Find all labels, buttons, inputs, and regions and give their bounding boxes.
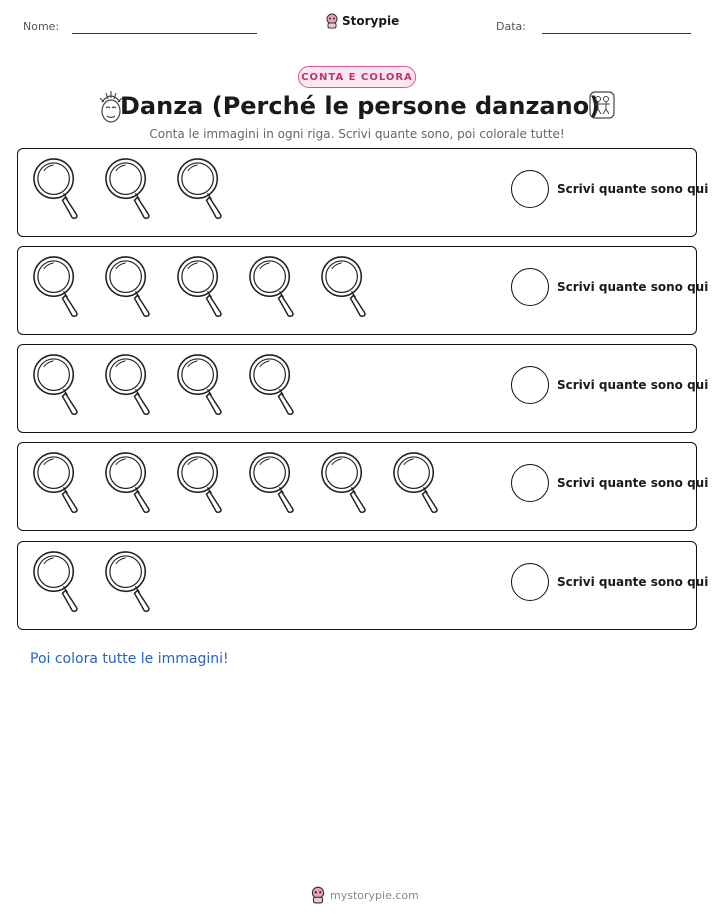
- magnifying-glass-icon: [390, 451, 453, 514]
- magnifying-glass-icon: [174, 255, 237, 318]
- answer-circle[interactable]: [511, 366, 549, 404]
- answer-circle[interactable]: [511, 268, 549, 306]
- magnifying-glass-icon: [30, 353, 93, 416]
- date-line[interactable]: [542, 33, 691, 34]
- answer-circle[interactable]: [511, 464, 549, 502]
- answer-prompt: Scrivi quante sono qui: [557, 575, 709, 589]
- magnifying-glass-icon: [102, 451, 165, 514]
- count-row-3: [17, 344, 709, 433]
- answer-prompt: Scrivi quante sono qui: [557, 378, 709, 392]
- answer-prompt: Scrivi quante sono qui: [557, 280, 709, 294]
- magnifying-glass-icon: [246, 353, 309, 416]
- answer-circle[interactable]: [511, 170, 549, 208]
- answer-area: [511, 268, 708, 306]
- answer-area: [511, 464, 708, 502]
- name-line[interactable]: [72, 33, 257, 34]
- storypie-mascot-icon: [325, 13, 339, 29]
- dancers-icon: [588, 90, 616, 120]
- magnifying-glass-icon: [30, 550, 93, 613]
- name-label: Nome:: [23, 20, 60, 33]
- date-label: Data:: [496, 20, 526, 33]
- glass-group: [30, 255, 381, 318]
- glass-group: [30, 550, 165, 613]
- count-row-1: [17, 148, 709, 237]
- footer: [310, 886, 419, 904]
- glass-group: [30, 451, 453, 514]
- count-row-2: [17, 246, 709, 335]
- magnifying-glass-icon: [102, 255, 165, 318]
- magnifying-glass-icon: [318, 255, 381, 318]
- glass-group: [30, 157, 237, 220]
- magnifying-glass-icon: [174, 353, 237, 416]
- magnifying-glass-icon: [246, 451, 309, 514]
- magnifying-glass-icon: [174, 157, 237, 220]
- footer-url: mystorypie.com: [330, 888, 419, 902]
- answer-circle[interactable]: [511, 563, 549, 601]
- magnifying-glass-icon: [246, 255, 309, 318]
- answer-area: [511, 170, 708, 208]
- magnifying-glass-icon: [102, 157, 165, 220]
- magnifying-glass-icon: [30, 157, 93, 220]
- instructions: Conta le immagini in ogni riga. Scrivi quante sono, poi colorale tutte!: [149, 127, 565, 141]
- count-row-4: [17, 442, 709, 531]
- answer-area: [511, 563, 708, 601]
- page-title: Danza (Perché le persone danzano): [120, 92, 601, 120]
- magnifying-glass-icon: [318, 451, 381, 514]
- glass-group: [30, 353, 309, 416]
- brand-name: Storypie: [342, 14, 400, 28]
- magnifying-glass-icon: [174, 451, 237, 514]
- magnifying-glass-icon: [30, 255, 93, 318]
- brand-logo: [325, 13, 399, 29]
- magnifying-glass-icon: [30, 451, 93, 514]
- storypie-mascot-icon: [310, 886, 326, 904]
- magnifying-glass-icon: [102, 353, 165, 416]
- answer-prompt: Scrivi quante sono qui: [557, 476, 709, 490]
- activity-badge: CONTA E COLORA: [298, 66, 416, 88]
- answer-area: [511, 366, 708, 404]
- count-row-5: [17, 541, 709, 630]
- magnifying-glass-icon: [102, 550, 165, 613]
- answer-prompt: Scrivi quante sono qui: [557, 182, 709, 196]
- coloring-note: Poi colora tutte le immagini!: [30, 651, 229, 667]
